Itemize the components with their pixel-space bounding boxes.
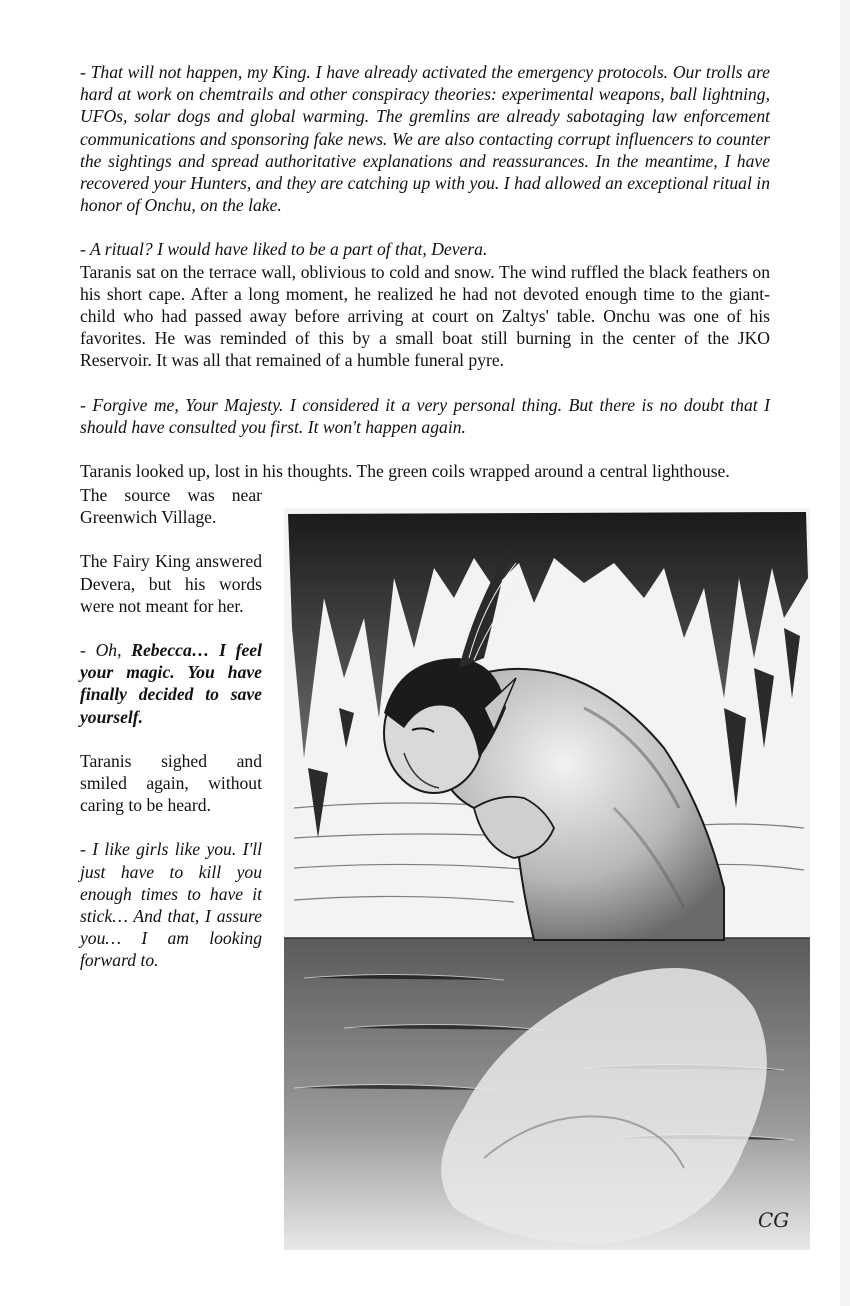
illustration-fairy-king [284, 508, 810, 1250]
page-edge [840, 0, 850, 1306]
paragraph-fairy-king-answer: The Fairy King answered Devera, but his words were not meant for her. [80, 551, 262, 616]
paragraph-source: The source was near Greenwich Village. [80, 485, 262, 528]
rebecca-quote-prefix: - Oh, [80, 640, 132, 661]
paragraph-taranis-sighed: Taranis sighed and smiled again, without caring to be heard. [80, 750, 262, 816]
paragraph-devera-apology: - Forgive me, Your Majesty. I considered it a very personal thing. But there is no doubt that I should have consulted you first. It won't happen again. [80, 394, 770, 437]
artist-signature: CG [758, 1208, 790, 1232]
paragraph-taranis-reply: - A ritual? I would have liked to be a part of that, Devera. [80, 239, 488, 260]
side-text-column [80, 484, 262, 972]
paragraph-taranis-looked-up: Taranis looked up, lost in his thoughts. The green coils wrapped around a central lighthouse. [80, 461, 730, 482]
paragraph-taranis-terrace: Taranis sat on the terrace wall, oblivious to cold and snow. The wind ruffled the black feathers on his short cape. After a long moment, he realized he had not devoted enough time to the giant-child who had passed away before arriving at court on Zaltys' table. Onchu was one of his favorites. He was reminded of this by a small boat still burning in the center of the JKO Reservoir. It was all that remained of a humble funeral pyre. [80, 261, 770, 371]
main-text-column [80, 61, 770, 482]
paragraph-taranis-threat: - I like girls like you. I'll just have to kill you enough times to have it stick… And that, I assure you… I am looking forward to. [80, 839, 262, 971]
illustration-svg [284, 508, 810, 1250]
paragraph-devera-report: - That will not happen, my King. I have already activated the emergency protocols. Our trolls are hard at work on chemtrails and other conspiracy theories: experimental weapons, ball lightning, UFOs, solar dogs and global warming. The gremlins are already sabotaging law enforcement communications and sponsoring fake news. We are also contacting corrupt influencers to counter the sightings and spread authoritative explanations and reassurances. In the meantime, I have recovered your Hunters, and they are catching up with you. I had allowed an exceptional ritual in honor of Onchu, on the lake. [80, 62, 770, 216]
paragraph-rebecca-quote [80, 639, 262, 728]
rebecca-quote-bold: Rebecca… I feel your magic. You have finally decided to save yourself. [80, 640, 263, 727]
